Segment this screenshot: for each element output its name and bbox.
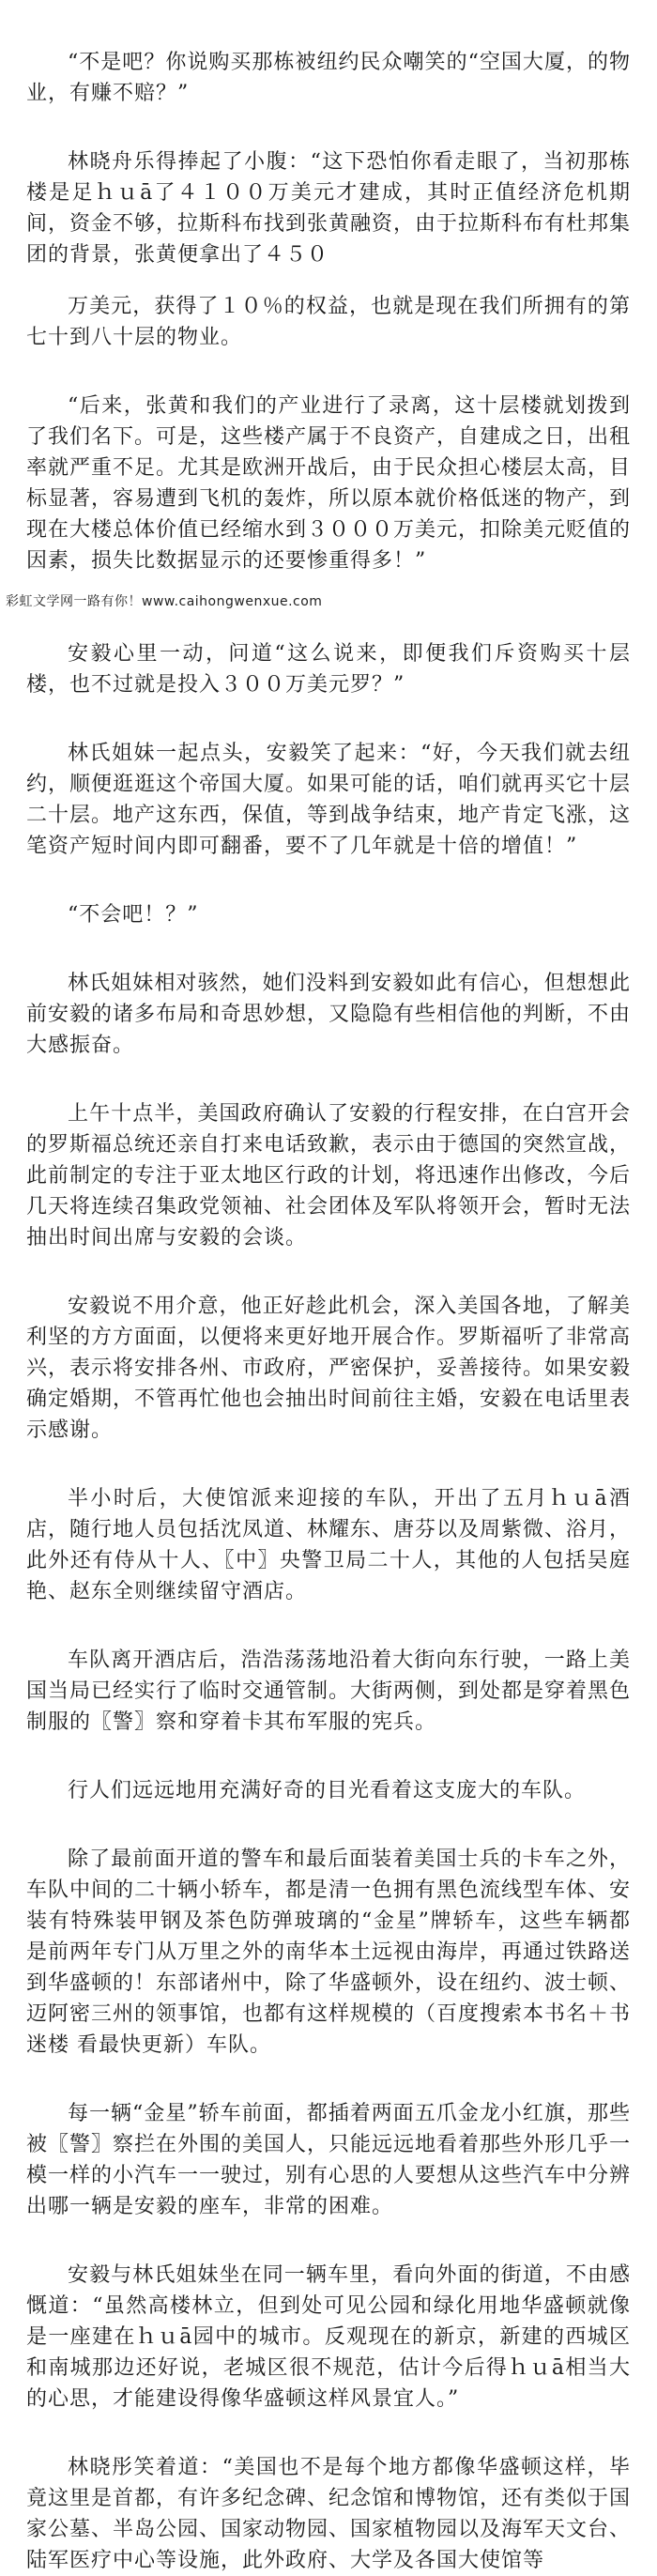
paragraph-11: 半小时后，大使馆派来迎接的车队，开出了五月ｈｕā酒店，随行地人员包括沈凤道、林耀东、唐芬以及周紫微、浴月，此外还有侍从十人、〖中〗央警卫局二十人，其他的人包括吴庭艳、赵东全则继续留守酒店。 <box>26 1487 632 1603</box>
paragraph-15: 每一辆“金星”轿车前面，都插着两面五爪金龙小红旗，那些被〖警〗察拦在外围的美国人，只能远远地看着那些外形几乎一模一样的小汽车一一驶过，别有心思的人要想从这些汽车中分辨出哪一辆是安毅的座车，非常的困难。 <box>26 2102 632 2218</box>
site-watermark: 彩虹文学网一路有你！www.caihongwenxue.com <box>6 594 323 609</box>
paragraph-3: 万美元，获得了１０％的权益，也就是现在我们所拥有的第七十到八十层的物业。 <box>26 295 631 349</box>
paragraph-16: 安毅与林氏姐妹坐在同一辆车里，看向外面的街道，不由感慨道：“虽然高楼林立，但到处可见公园和绿化用地华盛顿就像是一座建在ｈｕā园中的城市。反观现在的新京，新建的西城区和南城那边还好说，老城区很不规范，估计今后得ｈｕā相当大的心思，才能建设得像华盛顿这样风景宜人。” <box>26 2263 631 2411</box>
paragraph-6: 林氏姐妹一起点头，安毅笑了起来：“好，今天我们就去纽约，顺便逛逛这个帝国大厦。如果可能的话，咱们就再买它十层二十层。地产这东西，保值，等到战争结束，地产肯定飞涨，这笔资产短时间内即可翻番，要不了几年就是十倍的增值！” <box>26 742 632 858</box>
paragraph-1: “不是吧？你说购买那栋被纽约民众嘲笑的“空国大厦，的物业，有赚不赔？” <box>26 51 631 105</box>
paragraph-17: 林晓彤笑着道：“美国也不是每个地方都像华盛顿这样，毕竟这里是首都，有许多纪念碑、纪念馆和博物馆，还有类似于国家公墓、半岛公园、国家动物园、国家植物园以及海军天文台、陆军医疗中心等设施，此外政府、大学及各国大使馆等 <box>26 2456 632 2572</box>
paragraph-13: 行人们远远地用充满好奇的目光看着这支庞大的车队。 <box>68 1779 587 1802</box>
paragraph-4: “后来，张黄和我们的产业进行了录离，这十层楼就划拨到了我们名下。可是，这些楼产属于不良资产，自建成之日，出租率就严重不足。尤其是欧洲开战后，由于民众担心楼层太高，目标显著，容易遭到飞机的轰炸，所以原本就价格低迷的物产，到现在大楼总体价值已经缩水到３０００万美元，扣除美元贬值的因素，损失比数据显示的还要惨重得多！” <box>26 394 632 573</box>
paragraph-2: 林晓舟乐得捧起了小腹：“这下恐怕你看走眼了，当初那栋楼是足ｈｕā了４１００万美元才建成，其时正值经济危机期间，资金不够，拉斯科布找到张黄融资，由于拉斯科布有杜邦集团的背景，张黄便拿出了４５０ <box>26 150 632 267</box>
paragraph-5: 安毅心里一动，问道“这么说来，即便我们斥资购买十层楼，也不过就是投入３００万美元罗？” <box>26 642 631 697</box>
paragraph-8: 林氏姐妹相对骇然，她们没料到安毅如此有信心，但想想此前安毅的诸多布局和奇思妙想，又隐隐有些相信他的判断，不由大感振奋。 <box>26 972 632 1057</box>
paragraph-7: “不会吧！？” <box>68 903 199 927</box>
paragraph-12: 车队离开酒店后，浩浩荡荡地沿着大街向东行驶，一路上美国当局已经实行了临时交通管制。大街两侧，到处都是穿着黑色制服的〖警〗察和穿着卡其布军服的宪兵。 <box>26 1648 632 1734</box>
paragraph-9: 上午十点半，美国政府确认了安毅的行程安排，在白宫开会的罗斯福总统还亲自打来电话致歉，表示由于德国的突然宣战，此前制定的专注于亚太地区行政的计划，将迅速作出修改，今后几天将连续召集政党领袖、社会团体及军队将领开会，暂时无法抽出时间出席与安毅的会谈。 <box>26 1102 632 1250</box>
paragraph-10: 安毅说不用介意，他正好趁此机会，深入美国各地，了解美利坚的方方面面，以便将来更好地开展合作。罗斯福听了非常高兴，表示将安排各州、市政府，严密保护，妥善接待。如果安毅确定婚期，不管再忙他也会抽出时间前往主婚，安毅在电话里表示感谢。 <box>26 1295 632 1442</box>
paragraph-14: 除了最前面开道的警车和最后面装着美国士兵的卡车之外，车队中间的二十辆小轿车，都是清一色拥有黑色流线型车体、安装有特殊装甲钢及茶色防弹玻璃的“金星”牌轿车，这些车辆都是前两年专门从万里之外的南华本土远视由海岸，再通过铁路送到华盛顿的！东部诸州中，除了华盛顿外，设在纽约、波士顿、迈阿密三州的领事馆，也都有这样规模的（百度搜索本书名＋书迷楼 看最快更新）车队。 <box>26 1848 632 2057</box>
